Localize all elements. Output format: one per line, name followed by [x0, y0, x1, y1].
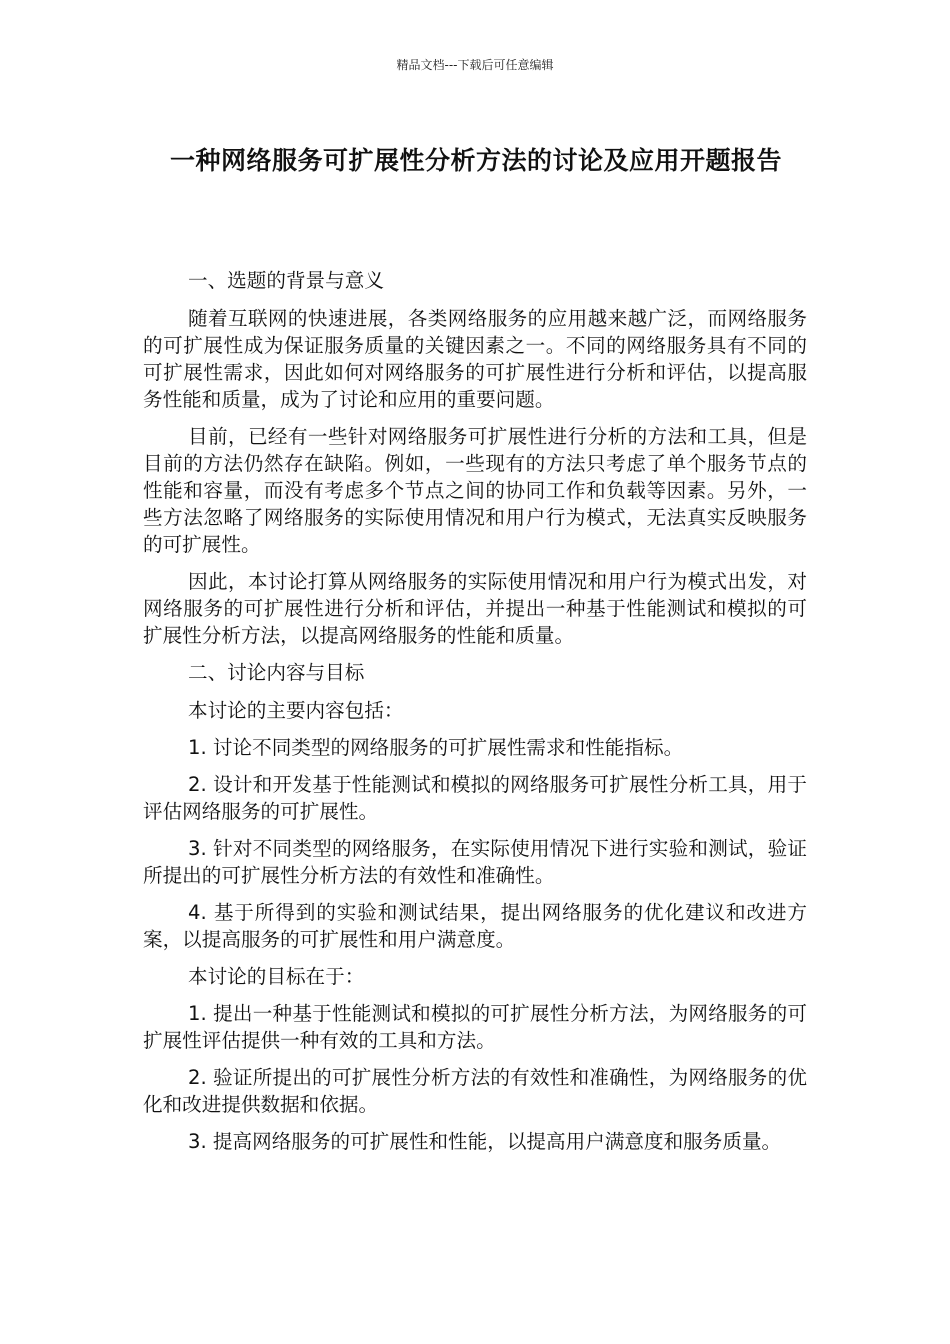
header-note: 精品文档---下载后可任意编辑 — [396, 58, 554, 72]
paragraph-background-1: 随着互联网的快速进展，各类网络服务的应用越来越广泛，而网络服务的可扩展性成为保证服务质量的关键因素之一。不同的网络服务具有不同的可扩展性需求，因此如何对网络服务的可扩展性进行分析和评估，以提高服务性能和质量，成为了讨论和应用的重要问题。 — [143, 307, 807, 411]
list-item-goal-1: 1. 提出一种基于性能测试和模拟的可扩展性分析方法，为网络服务的可扩展性评估提供一种有效的工具和方法。 — [143, 1002, 807, 1052]
document-title: 一种网络服务可扩展性分析方法的讨论及应用开题报告 — [169, 146, 782, 175]
list-item-content-4: 4. 基于所得到的实验和测试结果，提出网络服务的优化建议和改进方案，以提高服务的可扩展性和用户满意度。 — [143, 901, 807, 951]
section-heading-content-goals: 二、讨论内容与目标 — [188, 661, 365, 684]
list-item-goal-2: 2. 验证所提出的可扩展性分析方法的有效性和准确性，为网络服务的优化和改进提供数据和依据。 — [143, 1066, 807, 1116]
list-item-content-3: 3. 针对不同类型的网络服务，在实际使用情况下进行实验和测试，验证所提出的可扩展性分析方法的有效性和准确性。 — [143, 837, 807, 887]
paragraph-background-2: 目前，已经有一些针对网络服务可扩展性进行分析的方法和工具，但是目前的方法仍然存在缺陷。例如，一些现有的方法只考虑了单个服务节点的性能和容量，而没有考虑多个节点之间的协同工作和负载等因素。另外，一些方法忽略了网络服务的实际使用情况和用户行为模式，无法真实反映服务的可扩展性。 — [143, 425, 807, 556]
list-item-content-2: 2. 设计和开发基于性能测试和模拟的网络服务可扩展性分析工具，用于评估网络服务的可扩展性。 — [143, 773, 807, 823]
paragraph-content-intro: 本讨论的主要内容包括： — [188, 699, 404, 722]
document-body — [143, 267, 807, 1165]
list-item-goal-3: 3. 提高网络服务的可扩展性和性能，以提高用户满意度和服务质量。 — [188, 1130, 782, 1153]
list-item-content-1: 1. 讨论不同类型的网络服务的可扩展性需求和性能指标。 — [188, 736, 684, 759]
paragraph-goals-intro: 本讨论的目标在于： — [188, 965, 365, 988]
section-heading-background: 一、选题的背景与意义 — [188, 269, 384, 292]
paragraph-background-3: 因此，本讨论打算从网络服务的实际使用情况和用户行为模式出发，对网络服务的可扩展性进行分析和评估，并提出一种基于性能测试和模拟的可扩展性分析方法，以提高网络服务的性能和质量。 — [143, 570, 807, 647]
